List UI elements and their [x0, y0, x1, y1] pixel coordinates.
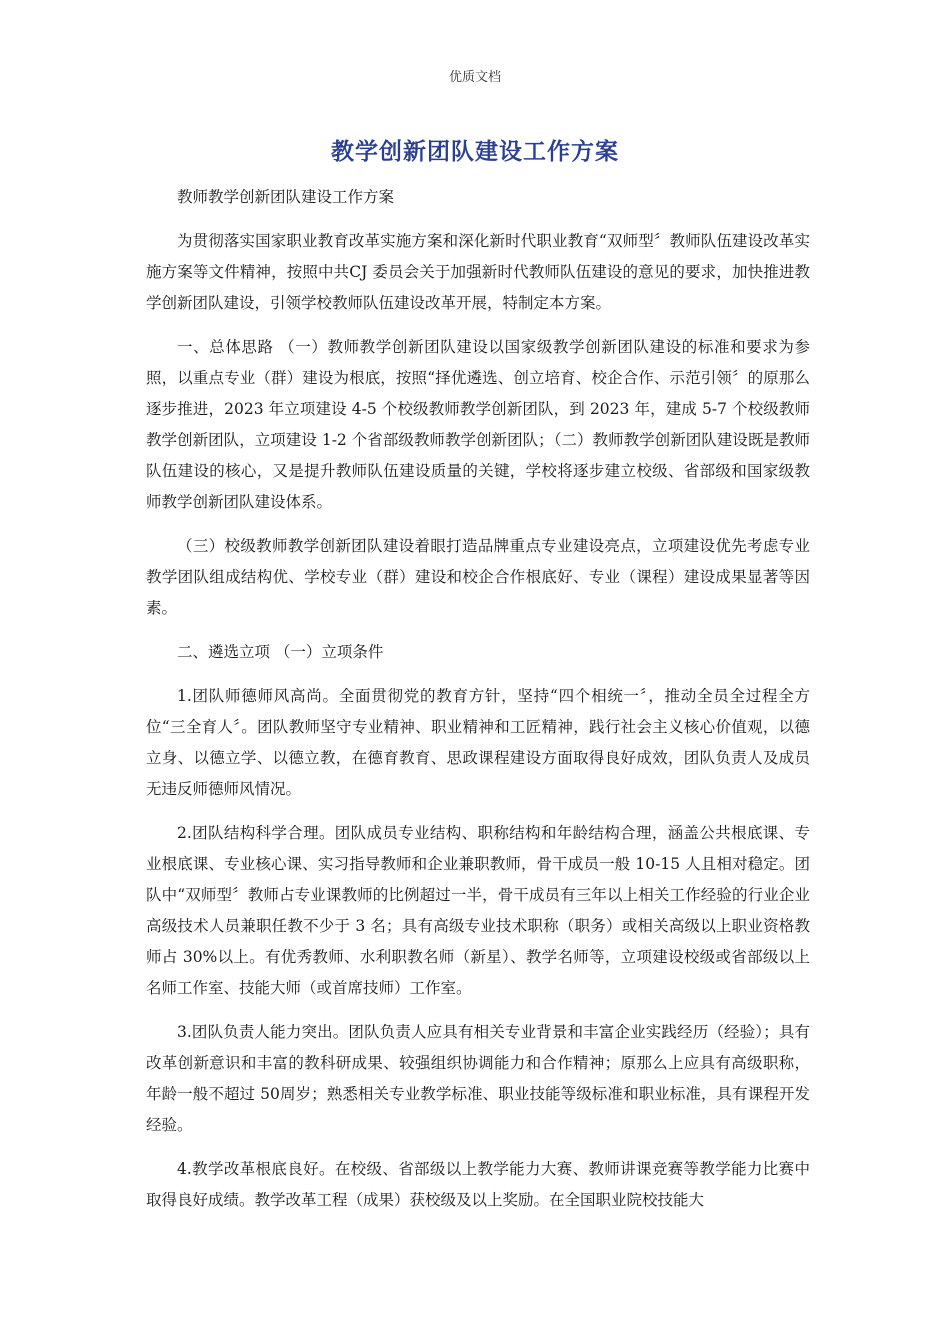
paragraph-condition-4: 4.教学改革根底良好。在校级、省部级以上教学能力大赛、教师讲课竞赛等教学能力比赛中取得良好成绩。教学改革工程（成果）获校级及以上奖励。在全国职业院校技能大	[146, 1160, 810, 1209]
document-body	[146, 182, 810, 1229]
paragraph-condition-2: 2.团队结构科学合理。团队成员专业结构、职称结构和年龄结构合理，涵盖公共根底课、专业根底课、专业核心课、实习指导教师和企业兼职教师，骨干成员一般 10-15 人且相对稳定。团队中“双师型〞教师占专业课教师的比例超过一半，骨干成员有三年以上相关工作经验的行业企业高级技术人员兼职任教不少于 3 名；具有高级专业技术职称（职务）或相关高级以上职业资格教师占 30%以上。有优秀教师、水利职教名师（新星）、教学名师等，立项建设校级或省部级以上名师工作室、技能大师（或首席技师）工作室。	[146, 824, 810, 997]
paragraph-section-2-heading: 二、遴选立项 （一）立项条件	[177, 643, 384, 661]
paragraph-section-1-3: （三）校级教师教学创新团队建设着眼打造品牌重点专业建设亮点，立项建设优先考虑专业教学团队组成结构优、学校专业（群）建设和校企合作根底好、专业（课程）建设成果显著等因素。	[146, 537, 810, 617]
paragraph-section-1: 一、总体思路 （一）教师教学创新团队建设以国家级教学创新团队建设的标准和要求为参照，以重点专业（群）建设为根底，按照“择优遴选、创立培育、校企合作、示范引领〞的原那么逐步推进，2023 年立项建设 4-5 个校级教师教学创新团队，到 2023 年，建成 5-7 个校级教师教学创新团队，立项建设 1-2 个省部级教师教学创新团队；（二）教师教学创新团队建设既是教师队伍建设的核心，又是提升教师队伍建设质量的关键，学校将逐步建立校级、省部级和国家级教师教学创新团队建设体系。	[146, 338, 810, 511]
paragraph-condition-1: 1.团队师德师风高尚。全面贯彻党的教育方针，坚持“四个相统一〞，推动全员全过程全方位“三全育人〞。团队教师坚守专业精神、职业精神和工匠精神，践行社会主义核心价值观，以德立身、以德立学、以德立教，在德育教育、思政课程建设方面取得良好成效，团队负责人及成员无违反师德师风情况。	[146, 687, 810, 798]
paragraph-intro: 为贯彻落实国家职业教育改革实施方案和深化新时代职业教育“双师型〞教师队伍建设改革实施方案等文件精神，按照中共CJ 委员会关于加强新时代教师队伍建设的意见的要求，加快推进教学创新团队建设，引领学校教师队伍建设改革开展，特制定本方案。	[146, 232, 810, 312]
page-title: 教学创新团队建设工作方案	[331, 139, 619, 165]
document-subtitle: 教师教学创新团队建设工作方案	[177, 188, 395, 206]
paragraph-condition-3: 3.团队负责人能力突出。团队负责人应具有相关专业背景和丰富企业实践经历（经验）；具有改革创新意识和丰富的教科研成果、较强组织协调能力和合作精神；原那么上应具有高级职称，年龄一般不超过 50周岁；熟悉相关专业教学标准、职业技能等级标准和职业标准，具有课程开发经验。	[146, 1023, 810, 1134]
page-header: 优质文档	[448, 70, 501, 85]
